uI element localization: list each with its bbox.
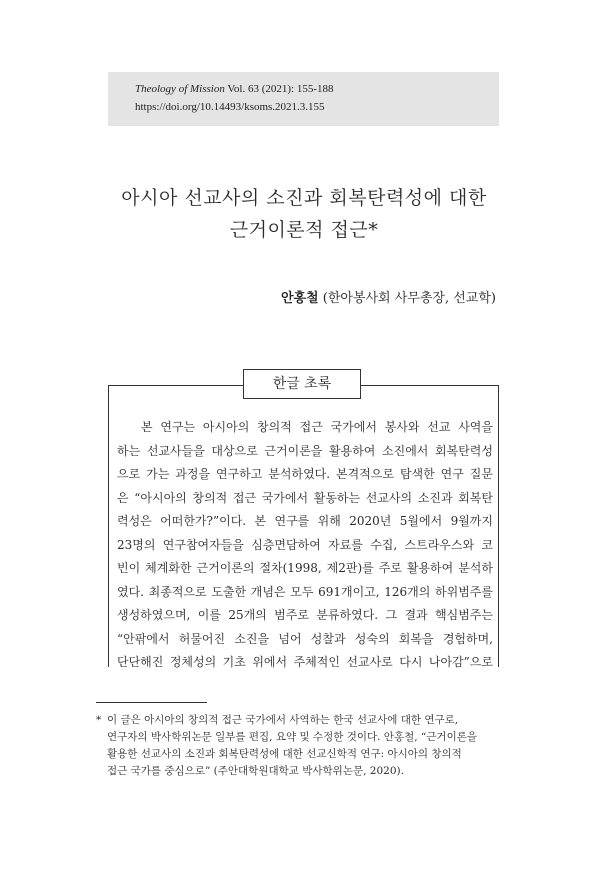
abstract-heading: 한글 초록 bbox=[243, 369, 361, 399]
author-byline bbox=[281, 290, 496, 308]
doi-link[interactable]: https://doi.org/10.14493/ksoms.2021.3.155 bbox=[135, 101, 325, 113]
footnote-line: 연구자의 박사학위논문 일부를 편집, 요약 및 수정한 것이다. 안홍철, “근거이론을 bbox=[107, 731, 477, 743]
author-name: 안홍철 bbox=[280, 291, 319, 306]
abstract-line: 였다. 최종적으로 도출한 개념은 모두 691개이고, 126개의 하위범주를 bbox=[117, 584, 493, 599]
abstract-line: 은 “아시아의 창의적 접근 국가에서 활동하는 선교사의 소진과 회복탄 bbox=[117, 490, 493, 505]
journal-name: Theology of Mission bbox=[135, 83, 225, 95]
abstract-line: “안팎에서 허물어진 소진을 넘어 성찰과 성숙의 회복을 경험하며, bbox=[117, 631, 493, 646]
journal-header bbox=[108, 72, 499, 126]
abstract-line: 으로 가는 과정을 연구하고 분석하였다. 본격적으로 탐색한 연구 질문 bbox=[117, 467, 493, 481]
footnote-line: 접근 국가를 중심으로” (주안대학원대학교 박사학위논문, 2020). bbox=[107, 765, 404, 777]
title-line-1: 아시아 선교사의 소진과 회복탄력성에 대한 bbox=[121, 187, 487, 209]
abstract-line: 력성은 어떠한가?”이다. 본 연구를 위해 2020년 5월에서 9월까지 bbox=[117, 514, 493, 528]
author-affiliation: (한아봉사회 사무총장, 선교학) bbox=[318, 291, 496, 306]
abstract-line: 단단해진 정체성의 기초 위에서 주체적인 선교사로 다시 나아감”으로 bbox=[117, 655, 493, 669]
abstract-line: 생성하였으며, 이를 25개의 범주로 분류하였다. 그 결과 핵심범주는 bbox=[117, 608, 493, 622]
journal-citation bbox=[135, 82, 334, 97]
abstract-body bbox=[117, 416, 493, 675]
journal-volume-pages: Vol. 63 (2021): 155-188 bbox=[224, 83, 334, 95]
abstract-line: 본 연구는 아시아의 창의적 접근 국가에서 봉사와 선교 사역을 bbox=[141, 420, 493, 434]
footnote-mark: * bbox=[96, 714, 102, 726]
footnote-divider bbox=[96, 702, 207, 703]
abstract-line: 빈이 체계화한 근거이론의 절차(1998, 제2판)를 주로 활용하여 분석하 bbox=[117, 561, 493, 575]
footnote-line: 활용한 선교사의 소진과 회복탄력성에 대한 선교신학적 연구: 아시아의 창의적 bbox=[107, 748, 462, 760]
article-title bbox=[120, 182, 488, 246]
abstract-line: 23명의 연구참여자들을 심층면담하여 자료를 수집, 스트라우스와 코 bbox=[117, 537, 493, 552]
footnote-line: 이 글은 아시아의 창의적 접근 국가에서 사역하는 한국 선교사에 대한 연구로, bbox=[107, 714, 459, 726]
abstract-line: 하는 선교사들을 대상으로 근거이론을 활용하여 소진에서 회복탄력성 bbox=[117, 443, 493, 458]
title-line-2: 근거이론적 접근* bbox=[229, 219, 379, 241]
footnote bbox=[96, 712, 500, 780]
